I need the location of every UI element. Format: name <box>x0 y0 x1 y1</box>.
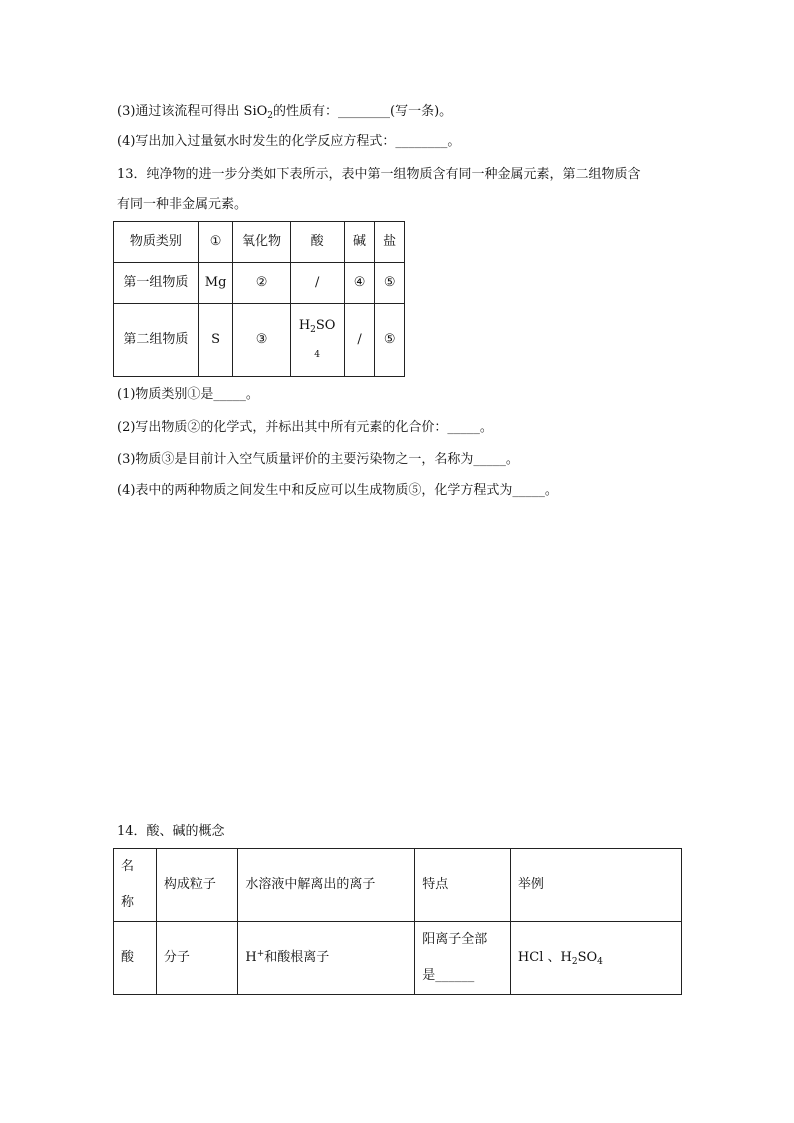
header-oxide: 氧化物 <box>233 222 290 263</box>
header-example: 举例 <box>510 849 681 922</box>
acid-name: 酸 <box>114 922 157 995</box>
row1-cell: ④ <box>344 263 375 304</box>
classification-table <box>113 221 405 377</box>
acid-feature: 阳离子全部 是______ <box>415 922 511 995</box>
table-header-row <box>114 222 405 263</box>
question-4-line: (4)写出加入过量氨水时发生的化学反应方程式：________。 <box>117 134 461 149</box>
row1-cell: ② <box>233 263 290 304</box>
acid-example: HCl 、$H_2SO_4$ <box>510 922 681 995</box>
row1-label: 第一组物质 <box>114 263 199 304</box>
header-particle: 构成粒子 <box>156 849 238 922</box>
row2-cell-h2so4 <box>290 304 344 377</box>
q3-subscript: 2 <box>267 111 274 121</box>
row1-cell: Mg <box>198 263 233 304</box>
question-3-line <box>117 103 452 121</box>
table-header-row <box>114 849 682 922</box>
table-row <box>114 304 405 377</box>
problem-13-line-1: 13．纯净物的进一步分类如下表所示，表中第一组物质含有同一种金属元素，第二组物质含 <box>117 167 641 182</box>
header-base: 碱 <box>344 222 375 263</box>
problem-13-line-2: 有同一种非金属元素。 <box>117 197 248 212</box>
header-feature: 特点 <box>415 849 511 922</box>
row2-cell: ⑤ <box>375 304 405 377</box>
header-name: 名 称 <box>114 849 157 922</box>
h2so4-formula: $H_2SO$ 4 <box>298 317 336 360</box>
row2-cell: ③ <box>233 304 290 377</box>
row1-cell: ⑤ <box>375 263 405 304</box>
header-ions: 水溶液中解离出的离子 <box>238 849 415 922</box>
row2-cell: S <box>198 304 233 377</box>
table-row <box>114 922 682 995</box>
header-category: 物质类别 <box>114 222 199 263</box>
header-blank-1: ① <box>198 222 233 263</box>
acid-base-table <box>113 848 682 995</box>
q3-text-b: 的性质有：________(写一条)。 <box>273 104 453 119</box>
sub-question-3: (3)物质③是目前计入空气质量评价的主要污染物之一，名称为_____。 <box>117 452 519 467</box>
row1-cell: / <box>290 263 344 304</box>
row2-label: 第二组物质 <box>114 304 199 377</box>
table-row <box>114 263 405 304</box>
q3-text-a: (3)通过该流程可得出 SiO <box>117 104 268 119</box>
sub-question-2: (2)写出物质②的化学式，并标出其中所有元素的化合价：_____。 <box>117 420 493 435</box>
sub-question-4: (4)表中的两种物质之间发生中和反应可以生成物质⑤，化学方程式为_____。 <box>117 483 558 498</box>
acid-ions: H+和酸根离子 <box>238 922 415 995</box>
sub-question-1: (1)物质类别①是_____。 <box>117 387 259 402</box>
header-salt: 盐 <box>375 222 405 263</box>
problem-14-title: 14．酸、碱的概念 <box>117 824 225 839</box>
acid-particle: 分子 <box>156 922 238 995</box>
row2-cell: / <box>344 304 375 377</box>
header-acid: 酸 <box>290 222 344 263</box>
